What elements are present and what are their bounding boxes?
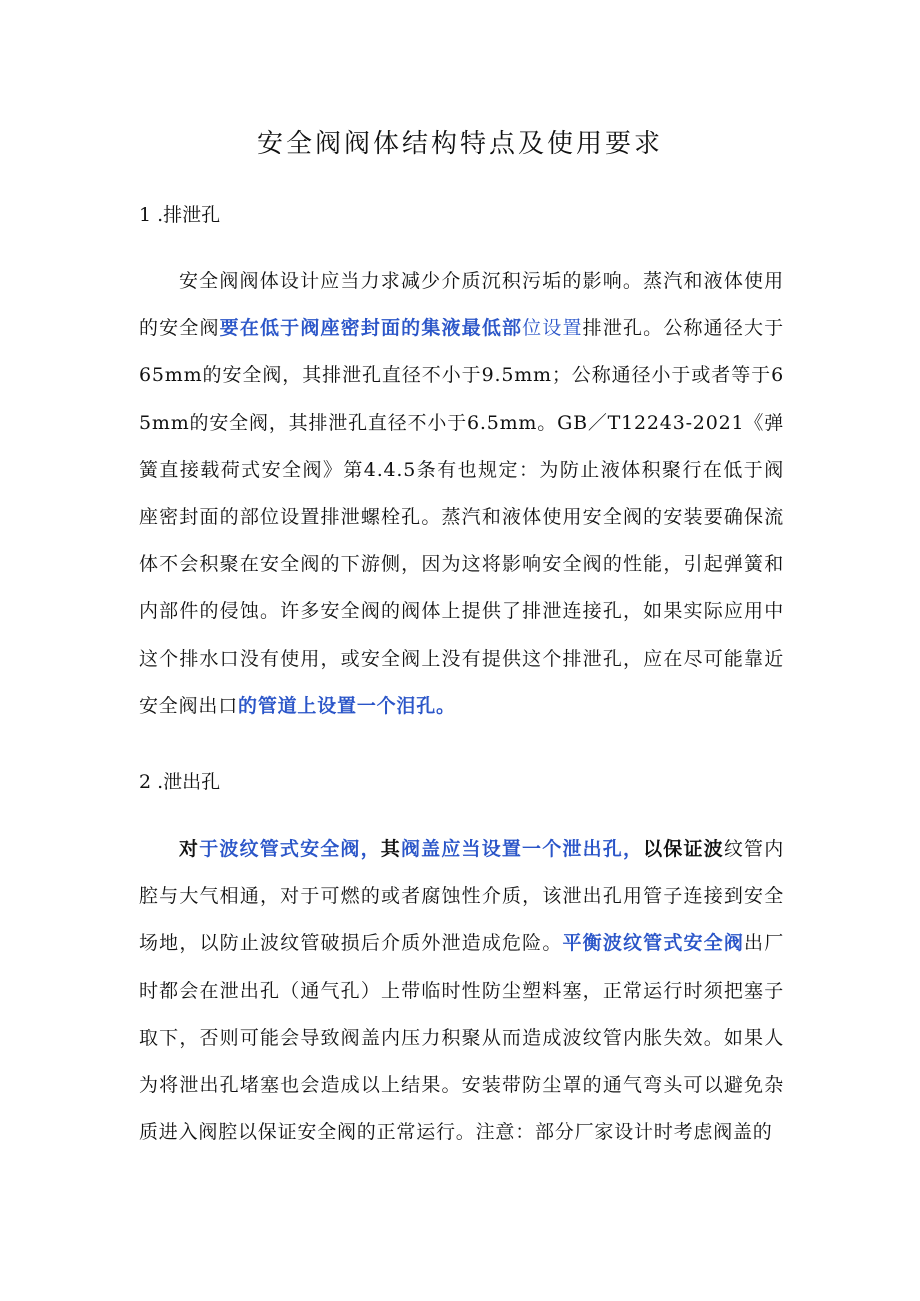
section-heading-drain-hole: 1 .排泄孔 [139,204,221,226]
paragraph-text: 排泄孔。公称通径大于65mm的安全阀，其排泄孔直径不小于9.5mm；公称通径小于或者等于65mm的安全阀，其排泄孔直径不小于6.5mm。GB／T12243-2021《弹簧直接载荷式安全阀》第4.4.5条有也规定：为防止液体积聚行在低于阀座密封面的部位设置排泄螺栓孔。蒸汽和液体使用安全阀的安装要确保流体不会积聚在安全阀的下游侧，因为这将影响安全阀的性能，引起弹簧和内部件的侵蚀。许多安全阀的阀体上提供了排泄连接孔，如果实际应用中这个排水口没有使用，或安全阀上没有提供这个排泄孔，应在尽可能靠近安全阀出口 [139,317,784,717]
paragraph-text: 其 [380,838,401,860]
highlighted-text: 的管道上设置一个泪孔。 [238,694,456,717]
section-heading-vent-hole: 2 .泄出孔 [139,771,221,793]
highlighted-text: 阀盖应当设置一个泄出孔， [400,838,644,860]
section-paragraph-vent-hole [139,826,784,1156]
highlighted-text: 位设置 [522,317,583,340]
highlighted-text: 于波纹管式安全阀， [199,838,381,860]
section-paragraph-drain-hole [139,258,784,730]
paragraph-text: 出厂时都会在泄出孔（通气孔）上带临时性防尘塑料塞，正常运行时须把塞子取下，否则可能会导致阀盖内压力积聚从而造成波纹管内胀失效。如果人为将泄出孔堵塞也会造成以上结果。安装带防尘罩的通气弯头可以避免杂质进入阀腔以保证安全阀的正常运行。注意：部分厂家设计时考虑阀盖的 [139,932,784,1144]
paragraph-text: 以保证波 [643,838,724,860]
paragraph-text: 安全阀阀体设计应当力求减少介质沉积污垢的影响。蒸汽和液体使用的安全阀 [139,270,784,340]
paragraph-text: 纹管内腔与大气相通，对于可燃的或者腐蚀性介质，该泄出孔用管子连接到安全场地，以防止波纹管破损后介质外泄造成危险。 [139,838,784,955]
document-title: 安全阀阀体结构特点及使用要求 [256,129,663,159]
highlighted-text: 平衡波纹管式安全阀 [562,932,745,955]
highlighted-text: 要在低于阀座密封面的集液最低部 [219,317,523,340]
paragraph-text: 对 [179,838,200,860]
